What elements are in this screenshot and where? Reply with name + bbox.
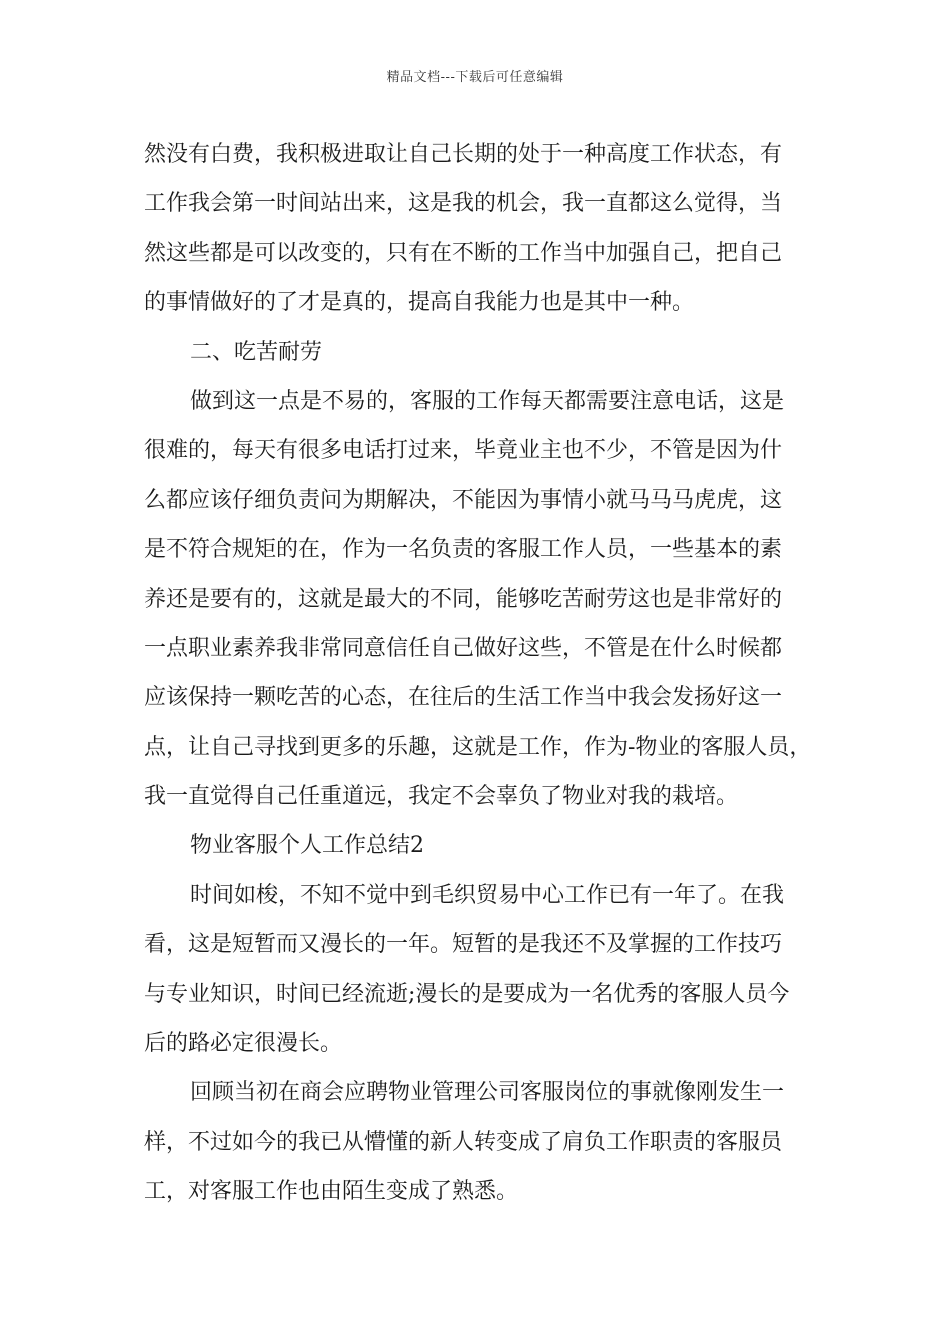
text-line: 是不符合规矩的在，作为一名负责的客服工作人员，一些基本的素 bbox=[144, 537, 783, 563]
text-line: 么都应该仔细负责问为期解决，不能因为事情小就马马马虎虎，这 bbox=[144, 487, 783, 513]
text-line: 然这些都是可以改变的，只有在不断的工作当中加强自己，把自己 bbox=[144, 240, 783, 266]
text-line: 时间如梭，不知不觉中到毛织贸易中心工作已有一年了。在我 bbox=[190, 882, 785, 908]
section-heading: 二、吃苦耐劳 bbox=[190, 339, 323, 365]
text-line: 回顾当初在商会应聘物业管理公司客服岗位的事就像刚发生一 bbox=[190, 1080, 785, 1106]
text-line: 养还是要有的，这就是最大的不同，能够吃苦耐劳这也是非常好的 bbox=[144, 586, 783, 612]
text-line: 看，这是短暂而又漫长的一年。短暂的是我还不及掌握的工作技巧 bbox=[144, 932, 783, 958]
text-line: 我一直觉得自己任重道远，我定不会辜负了物业对我的栽培。 bbox=[144, 784, 739, 810]
text-line: 样，不过如今的我已从懵懂的新人转变成了肩负工作职责的客服员 bbox=[144, 1129, 783, 1155]
text-line: 很难的，每天有很多电话打过来，毕竟业主也不少，不管是因为什 bbox=[144, 438, 783, 464]
text-line: 然没有白费，我积极进取让自己长期的处于一种高度工作状态，有 bbox=[144, 142, 783, 167]
page-header: 精品文档---下载后可任意编辑 bbox=[386, 70, 564, 85]
text-line: 应该保持一颗吃苦的心态，在往后的生活工作当中我会发扬好这一 bbox=[144, 685, 783, 711]
text-line: 做到这一点是不易的，客服的工作每天都需要注意电话，这是 bbox=[190, 388, 785, 414]
document-body bbox=[144, 130, 812, 1217]
text-line: 后的路必定很漫长。 bbox=[144, 1031, 343, 1057]
text-line: 的事情做好的了才是真的，提高自我能力也是其中一种。 bbox=[144, 290, 695, 316]
text-line: 一点职业素养我非常同意信任自己做好这些，不管是在什么时候都 bbox=[144, 635, 783, 661]
section-title: 物业客服个人工作总结2 bbox=[190, 833, 424, 859]
text-line: 与专业知识，时间已经流逝;漫长的是要成为一名优秀的客服人员今 bbox=[144, 981, 790, 1007]
text-line: 点，让自己寻找到更多的乐趣，这就是工作，作为-物业的客服人员， bbox=[144, 734, 812, 760]
text-line: 工作我会第一时间站出来，这是我的机会，我一直都这么觉得，当 bbox=[144, 191, 783, 217]
text-line: 工，对客服工作也由陌生变成了熟悉。 bbox=[144, 1179, 519, 1205]
